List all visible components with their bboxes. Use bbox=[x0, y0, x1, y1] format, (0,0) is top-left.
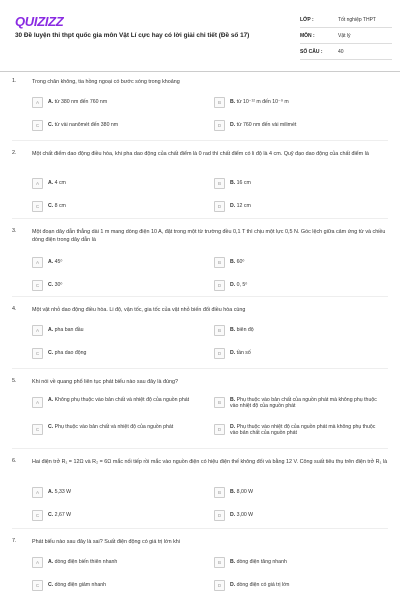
option-value: 0, 5⁰ bbox=[236, 282, 248, 288]
option-label: D. bbox=[230, 282, 236, 288]
option-value: 45⁰ bbox=[54, 259, 63, 265]
question-text: Một đoạn dây dẫn thẳng dài 1 m mang dòng điện 10 A, đặt trong một từ trường đều 0,1 T thì chịu một lực 0,5 N. Góc lệch giữa cảm ứng từ và chiều dòng điện trong dây dẫn là bbox=[32, 229, 386, 244]
meta-key: MÔN : bbox=[300, 33, 315, 39]
meta-count-row bbox=[300, 44, 392, 60]
option-label: B. bbox=[230, 397, 236, 403]
answer-option-d[interactable] bbox=[214, 424, 384, 440]
worksheet-header bbox=[0, 0, 400, 72]
option-value: dòng điện tăng nhanh bbox=[236, 559, 287, 565]
option-value: từ vài nanômét đến 380 nm bbox=[54, 122, 119, 128]
option-label: B. bbox=[230, 259, 236, 265]
option-label: C. bbox=[48, 203, 54, 209]
option-value: 60⁰ bbox=[236, 259, 245, 265]
question-number: 5. bbox=[12, 378, 17, 384]
answer-option-d[interactable] bbox=[214, 348, 384, 360]
option-text bbox=[230, 489, 380, 495]
option-text bbox=[230, 559, 380, 565]
question-number: 4. bbox=[12, 306, 17, 312]
question-text: Trong chân không, tia hồng ngoại có bước sóng trong khoảng bbox=[32, 79, 180, 85]
option-label: A. bbox=[48, 259, 54, 265]
option-text bbox=[230, 350, 380, 356]
option-letter-box[interactable]: D bbox=[214, 510, 225, 521]
answer-option-b[interactable] bbox=[214, 178, 384, 190]
answer-option-b[interactable] bbox=[214, 97, 384, 109]
option-letter-box[interactable]: C bbox=[32, 510, 43, 521]
answer-option-a[interactable] bbox=[32, 97, 202, 109]
option-text bbox=[230, 397, 380, 410]
question-number: 3. bbox=[12, 228, 17, 234]
question-text: Phát biểu nào sau đây là sai? Suất điện động có giá trị lớn khi bbox=[32, 539, 180, 545]
option-letter-box[interactable]: C bbox=[32, 348, 43, 359]
answer-option-b[interactable] bbox=[214, 257, 384, 269]
option-label: D. bbox=[230, 122, 236, 128]
question-text: Khi nói về quang phổ liên tục phát biểu nào sau đây là đúng? bbox=[32, 379, 178, 385]
option-value: tần số bbox=[236, 350, 251, 356]
question-number: 2. bbox=[12, 150, 17, 156]
option-label: D. bbox=[230, 203, 236, 209]
option-value: pha dao động bbox=[54, 350, 87, 356]
option-text bbox=[230, 203, 380, 209]
option-text bbox=[230, 99, 380, 105]
option-label: D. bbox=[230, 424, 236, 430]
option-text bbox=[48, 180, 198, 186]
question-divider bbox=[12, 368, 388, 369]
option-value: Không phụ thuộc vào bản chất và nhiệt độ của nguồn phát bbox=[54, 397, 190, 403]
option-label: A. bbox=[48, 180, 54, 186]
question-divider bbox=[12, 528, 388, 529]
option-text bbox=[48, 397, 198, 403]
option-value: từ 760 nm đến vài milimét bbox=[236, 122, 297, 128]
option-label: B. bbox=[230, 180, 236, 186]
option-value: 8,00 W bbox=[236, 489, 254, 495]
question-divider bbox=[12, 218, 388, 219]
option-value: 2,67 W bbox=[54, 512, 72, 518]
worksheet-meta bbox=[300, 12, 392, 60]
option-value: dòng điện có giá trị lớn bbox=[236, 582, 290, 588]
answer-option-b[interactable] bbox=[214, 487, 384, 499]
option-letter-box[interactable]: C bbox=[32, 120, 43, 131]
option-text bbox=[230, 424, 380, 437]
meta-key: LỚP : bbox=[300, 17, 314, 23]
option-label: C. bbox=[48, 282, 54, 288]
option-text bbox=[48, 99, 198, 105]
option-label: C. bbox=[48, 424, 54, 430]
option-letter-box[interactable]: B bbox=[214, 325, 225, 336]
answer-option-d[interactable] bbox=[214, 510, 384, 522]
option-text bbox=[48, 350, 198, 356]
answer-option-c[interactable] bbox=[32, 510, 202, 522]
option-label: B. bbox=[230, 327, 236, 333]
option-label: D. bbox=[230, 350, 236, 356]
answer-option-a[interactable] bbox=[32, 557, 202, 569]
option-value: 8 cm bbox=[54, 203, 66, 209]
option-text bbox=[48, 203, 198, 209]
option-text bbox=[48, 327, 198, 333]
option-letter-box[interactable]: D bbox=[214, 348, 225, 359]
answer-option-d[interactable] bbox=[214, 580, 384, 592]
option-text bbox=[230, 582, 380, 588]
option-text bbox=[48, 122, 198, 128]
question-number: 6. bbox=[12, 458, 17, 464]
answer-option-b[interactable] bbox=[214, 325, 384, 337]
option-text bbox=[48, 559, 198, 565]
answer-option-c[interactable] bbox=[32, 120, 202, 132]
answer-option-c[interactable] bbox=[32, 424, 202, 440]
answer-option-d[interactable] bbox=[214, 201, 384, 213]
option-value: từ 10⁻¹² m đến 10⁻⁹ m bbox=[236, 99, 289, 105]
option-letter-box[interactable]: B bbox=[214, 557, 225, 568]
option-value: biên độ bbox=[236, 327, 254, 333]
option-text bbox=[48, 282, 198, 288]
option-letter-box[interactable]: B bbox=[214, 178, 225, 189]
option-text bbox=[48, 582, 198, 588]
answer-option-c[interactable] bbox=[32, 580, 202, 592]
meta-class-row bbox=[300, 12, 392, 28]
option-label: B. bbox=[230, 559, 236, 565]
option-label: C. bbox=[48, 512, 54, 518]
option-value: dòng điện giảm nhanh bbox=[54, 582, 106, 588]
option-value: pha ban đầu bbox=[54, 327, 84, 333]
meta-value: Vật lý bbox=[338, 33, 351, 39]
option-label: D. bbox=[230, 582, 236, 588]
option-letter-box[interactable]: A bbox=[32, 257, 43, 268]
option-letter-box[interactable]: A bbox=[32, 487, 43, 498]
option-letter-box[interactable]: A bbox=[32, 325, 43, 336]
option-value: 3,00 W bbox=[236, 512, 254, 518]
answer-option-a[interactable] bbox=[32, 257, 202, 269]
answer-option-d[interactable] bbox=[214, 280, 384, 292]
option-letter-box[interactable]: D bbox=[214, 120, 225, 131]
option-label: A. bbox=[48, 99, 54, 105]
option-label: B. bbox=[230, 489, 236, 495]
option-value: Phụ thuộc vào nhiệt độ của nguồn phát mà không phụ thuộc vào bản chất của nguồn phát bbox=[230, 424, 376, 437]
quizizz-logo: QUIZIZZ bbox=[15, 14, 64, 29]
option-text bbox=[230, 327, 380, 333]
option-label: D. bbox=[230, 512, 236, 518]
option-value: 16 cm bbox=[236, 180, 251, 186]
option-value: từ 380 nm đến 760 nm bbox=[54, 99, 108, 105]
option-value: 5,33 W bbox=[54, 489, 72, 495]
answer-option-b[interactable] bbox=[214, 557, 384, 569]
option-letter-box[interactable]: A bbox=[32, 557, 43, 568]
answer-option-a[interactable] bbox=[32, 397, 202, 413]
answer-option-b[interactable] bbox=[214, 397, 384, 413]
option-text bbox=[48, 259, 198, 265]
option-value: Phụ thuộc vào bản chất của nguồn phát mà không phụ thuộc vào nhiệt độ của nguồn phát bbox=[230, 397, 377, 410]
option-text bbox=[230, 512, 380, 518]
option-label: A. bbox=[48, 559, 54, 565]
option-letter-box[interactable]: B bbox=[214, 97, 225, 108]
option-label: A. bbox=[48, 327, 54, 333]
meta-subject-row bbox=[300, 28, 392, 44]
answer-option-a[interactable] bbox=[32, 487, 202, 499]
answer-option-a[interactable] bbox=[32, 178, 202, 190]
answer-option-d[interactable] bbox=[214, 120, 384, 132]
answer-option-c[interactable] bbox=[32, 280, 202, 292]
question-number: 7. bbox=[12, 538, 17, 544]
meta-value: Tốt nghiệp THPT bbox=[338, 17, 376, 23]
option-text bbox=[48, 424, 198, 430]
option-value: dòng điện biến thiên nhanh bbox=[54, 559, 118, 565]
option-letter-box[interactable]: A bbox=[32, 397, 43, 408]
option-letter-box[interactable]: D bbox=[214, 580, 225, 591]
option-text bbox=[230, 282, 380, 288]
option-label: A. bbox=[48, 397, 54, 403]
worksheet-title: 30 Đề luyện thi thpt quốc gia môn Vật Lí cực hay có lời giải chi tiết (Đề số 17) bbox=[15, 32, 250, 39]
option-letter-box[interactable]: A bbox=[32, 178, 43, 189]
option-text bbox=[48, 489, 198, 495]
meta-value: 40 bbox=[338, 49, 344, 55]
option-value: 4 cm bbox=[54, 180, 66, 186]
option-text bbox=[230, 259, 380, 265]
option-letter-box[interactable]: C bbox=[32, 580, 43, 591]
answer-option-c[interactable] bbox=[32, 348, 202, 360]
option-label: C. bbox=[48, 122, 54, 128]
option-letter-box[interactable]: D bbox=[214, 201, 225, 212]
option-value: Phụ thuộc vào bản chất và nhiệt độ của nguồn phát bbox=[54, 424, 174, 430]
option-label: C. bbox=[48, 350, 54, 356]
option-letter-box[interactable]: D bbox=[214, 280, 225, 291]
option-text bbox=[230, 122, 380, 128]
option-letter-box[interactable]: B bbox=[214, 487, 225, 498]
option-letter-box[interactable]: B bbox=[214, 257, 225, 268]
option-value: 30⁰ bbox=[54, 282, 63, 288]
question-text: Hai điện trở R₁ = 12Ω và R₂ = 6Ω mắc nối tiếp rồi mắc vào nguồn điện có hiệu điện thế không đổi và bằng 12 V. Công suất tiêu thụ trên điện trở R₁ là bbox=[32, 459, 388, 465]
option-letter-box[interactable]: C bbox=[32, 424, 43, 435]
answer-option-a[interactable] bbox=[32, 325, 202, 337]
question-number: 1. bbox=[12, 78, 17, 84]
option-letter-box[interactable]: C bbox=[32, 201, 43, 212]
answer-option-c[interactable] bbox=[32, 201, 202, 213]
option-letter-box[interactable]: C bbox=[32, 280, 43, 291]
option-letter-box[interactable]: A bbox=[32, 97, 43, 108]
option-label: B. bbox=[230, 99, 236, 105]
question-text: Một vật nhỏ dao động điều hòa. Li độ, vận tốc, gia tốc của vật nhỏ biến đổi điều hòa cùng bbox=[32, 307, 246, 313]
option-text bbox=[230, 180, 380, 186]
option-value: 12 cm bbox=[236, 203, 251, 209]
question-divider bbox=[12, 296, 388, 297]
question-divider bbox=[12, 140, 388, 141]
meta-key: SỐ CÂU : bbox=[300, 49, 323, 55]
question-text: Một chất điểm dao động điều hòa, khi pha dao động của chất điểm là 0 rad thì chất điểm có li độ là 4 cm. Quỹ đạo dao động của chất điểm là bbox=[32, 151, 369, 157]
option-label: C. bbox=[48, 582, 54, 588]
option-letter-box[interactable]: D bbox=[214, 424, 225, 435]
question-divider bbox=[12, 448, 388, 449]
option-letter-box[interactable]: B bbox=[214, 397, 225, 408]
option-label: A. bbox=[48, 489, 54, 495]
option-text bbox=[48, 512, 198, 518]
